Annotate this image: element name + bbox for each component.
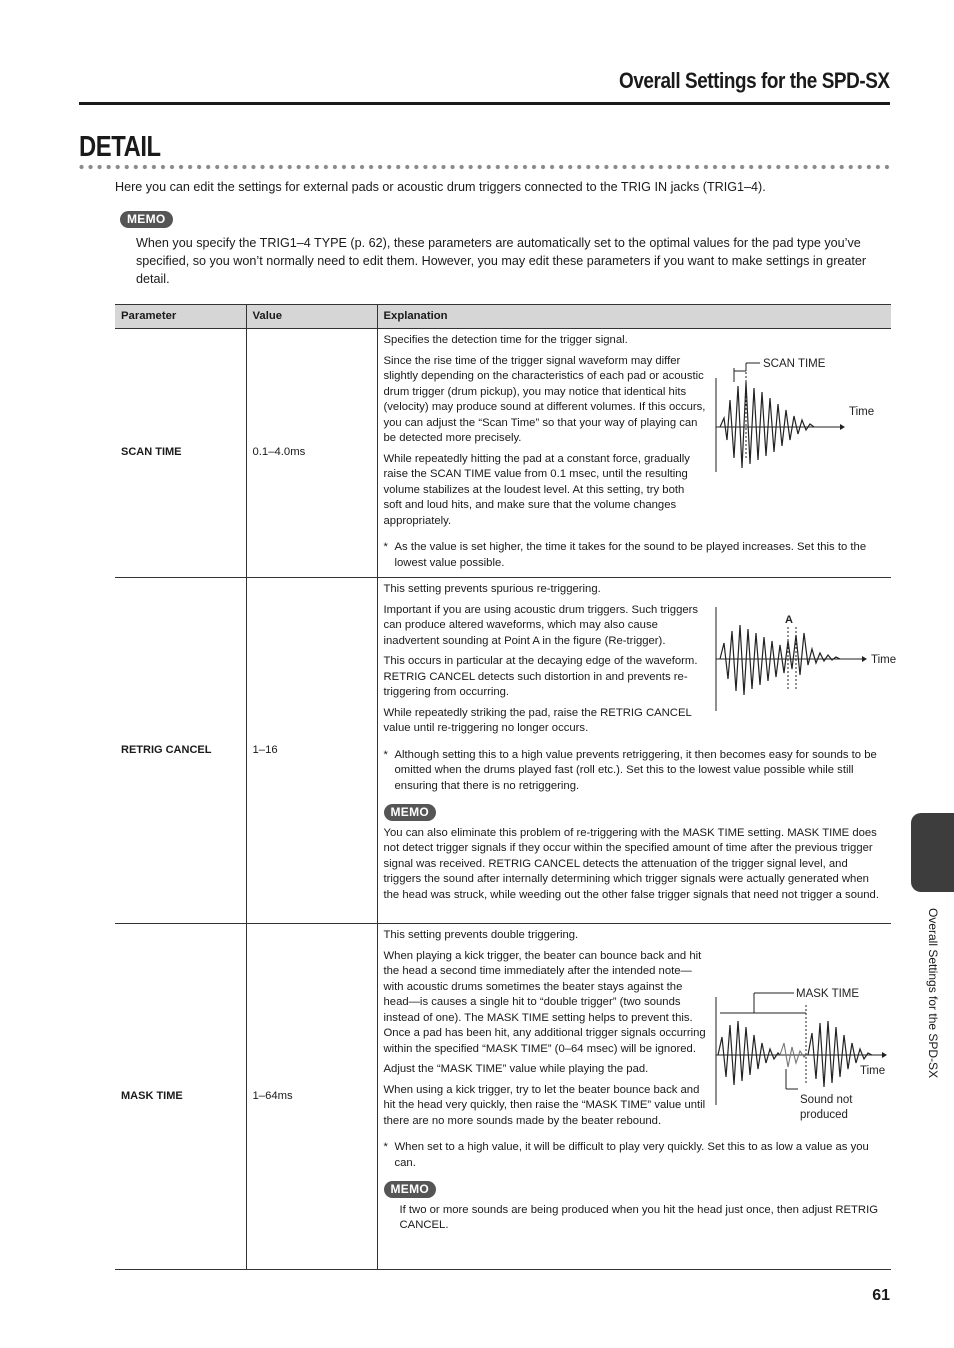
- mask-time-label: MASK TIME: [795, 987, 859, 1000]
- param-value: 0.1–4.0ms: [246, 329, 377, 578]
- param-name: SCAN TIME: [115, 329, 246, 578]
- time-axis-label: Time: [870, 653, 896, 666]
- col-header-parameter: Parameter: [115, 305, 246, 329]
- side-tab-label: Overall Settings for the SPD-SX: [926, 908, 940, 1079]
- exp-paragraph: This setting prevents double triggering.: [383, 929, 579, 941]
- note: * As the value is set higher, the time it takes for the sound to be played increases. Set this to the lowest value possible.: [383, 541, 867, 569]
- exp-paragraph: Since the rise time of the trigger signal waveform may differ slightly depending on the characteristics of each pad or acoustic drum trigger (drum pickup), you may notice that identical hits (velocity) may produce sound at different volumes. If this occurs, you can adjust the “Scan Time” so that your way of playing can be detected more precisely.: [383, 354, 706, 444]
- exp-paragraph: When using a kick trigger, try to let the beater bounce back and hit the head very quickly, then raise the “MASK TIME” value until there are no more sounds made by the beater rebound.: [383, 1083, 706, 1127]
- chapter-tab: [911, 813, 954, 892]
- memo-badge: MEMO: [384, 1181, 887, 1199]
- param-value: 1–16: [246, 578, 377, 924]
- exp-paragraph: Specifies the detection time for the trigger signal.: [383, 334, 628, 346]
- param-name: RETRIG CANCEL: [115, 578, 246, 924]
- table-header-row: [115, 305, 891, 329]
- header-rule: [79, 102, 890, 105]
- memo-badge: MEMO: [120, 210, 173, 228]
- note: * Although setting this to a high value prevents retriggering, it then becomes easy for sounds to be omitted when the drums played fast (roll etc.). Set this to the lowest value possible while still ensuring that there is no retriggering.: [383, 748, 877, 792]
- mask-time-figure: [714, 965, 894, 1121]
- param-explanation: [377, 578, 896, 924]
- param-name: MASK TIME: [115, 924, 246, 1270]
- memo-text: You can also eliminate this problem of re-triggering with the MASK TIME setting. MASK TIME does not detect trigger signals if they occur within the specified amount of time after the previous trigger signal was received. RETRIG CANCEL detects the attenuation of the trigger signal level, and triggers the sound after internally determining which trigger signals were actually generated when the head was struck, while weeding out the other false trigger signals that need not trigger a sound.: [383, 826, 879, 901]
- exp-paragraph: While repeatedly hitting the pad at a constant force, gradually raise the SCAN TIME value from 0.1 msec, until the resulting volume stabilizes at the loudest level. At this setting, try both soft and loud hits, and make sure that the volume changes appropriately.: [383, 452, 690, 527]
- scan-time-label: SCAN TIME: [762, 357, 825, 370]
- running-header: Overall Settings for the SPD-SX: [619, 68, 890, 93]
- sound-not-produced-label: produced: [799, 1108, 848, 1121]
- parameter-table: [115, 304, 896, 1270]
- time-axis-label: Time: [859, 1064, 885, 1077]
- exp-paragraph: Adjust the “MASK TIME” value while playing the pad.: [383, 1063, 649, 1075]
- param-explanation: [377, 924, 891, 1270]
- time-axis-label: Time: [848, 405, 874, 418]
- exp-paragraph: Important if you are using acoustic drum triggers. Such triggers can produce altered waveforms, which may also cause inadvertent sounding at Point A in the figure (Re-trigger).: [383, 603, 699, 647]
- section-title: DETAIL: [79, 131, 161, 163]
- scan-time-figure: [714, 357, 894, 472]
- exp-paragraph: This setting prevents spurious re-triggering.: [383, 583, 601, 595]
- retrig-figure: [714, 599, 896, 711]
- exp-paragraph: This occurs in particular at the decaying edge of the waveform. RETRIG CANCEL detects such distortion in and prevents re-triggering from occurring.: [383, 655, 698, 698]
- param-explanation: [377, 329, 891, 578]
- memo-text: If two or more sounds are being produced when you hit the head just once, then adjust RETRIG CANCEL.: [399, 1203, 879, 1231]
- table-row-retrig-cancel: [115, 578, 891, 924]
- exp-paragraph: While repeatedly striking the pad, raise the RETRIG CANCEL value until re-triggering no longer occurs.: [383, 706, 692, 734]
- sound-not-produced-label: Sound not: [799, 1093, 852, 1106]
- page-number: 61: [872, 1287, 890, 1304]
- memo-badge: MEMO: [384, 804, 887, 822]
- col-header-value: Value: [246, 305, 377, 329]
- table-row-scan-time: [115, 329, 891, 578]
- intro-text: Here you can edit the settings for external pads or acoustic drum triggers connected to the TRIG IN jacks (TRIG1–4).: [115, 180, 766, 194]
- dotted-rule: [79, 164, 892, 170]
- col-header-explanation: Explanation: [377, 305, 891, 329]
- table-row-mask-time: [115, 924, 891, 1270]
- point-a-label: A: [784, 613, 793, 626]
- exp-paragraph: When playing a kick trigger, the beater can bounce back and hit the head a second time immediately after the intended note—with acoustic drums sometimes the beater stays against the head—is causes a single hit to “double trigger” (two sounds instead of one). The MASK TIME setting helps to prevent this. Once a pad has been hit, any additional trigger signals occurring within the specified “MASK TIME” (0–64 msec) will be ignored.: [383, 949, 706, 1055]
- memo-text: When you specify the TRIG1–4 TYPE (p. 62), these parameters are automatically set to the optimal values for the pad type you’ve specified, so you won’t normally need to edit them. However, you may edit these parameters if you want to make settings in greater detail.: [136, 236, 867, 286]
- param-value: 1–64ms: [246, 924, 377, 1270]
- note: * When set to a high value, it will be difficult to play very quickly. Set this to as low a value as you can.: [383, 1141, 869, 1169]
